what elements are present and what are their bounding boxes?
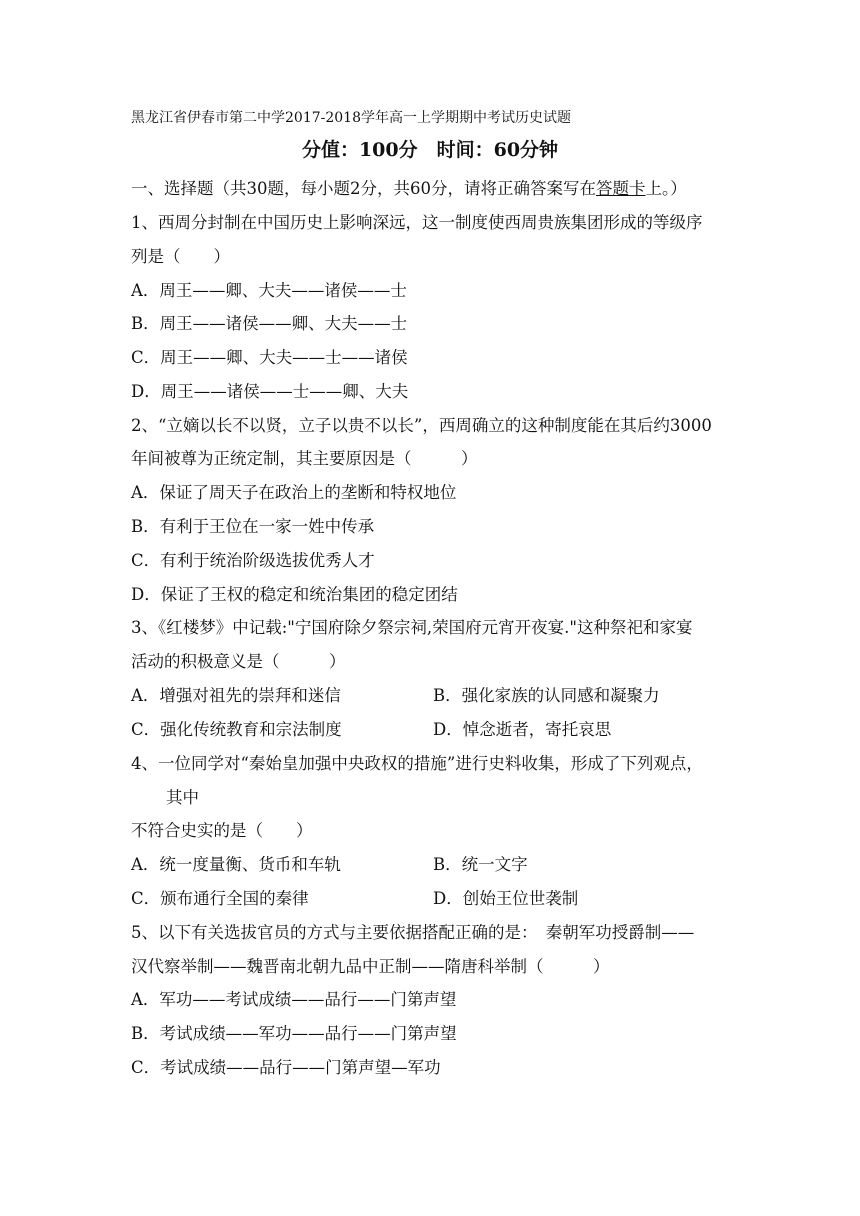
question-1-option-d: D．周王——诸侯——士——卿、大夫 <box>131 382 409 401</box>
question-3-stem-line-2: 活动的积极意义是（ ） <box>131 652 346 671</box>
question-4-stem-line-1: 4、一位同学对“秦始皇加强中央政权的措施”进行史料收集，形成了下列观点， <box>131 754 703 773</box>
question-2-option-a: A．保证了周天子在政治上的垄断和特权地位 <box>131 483 457 502</box>
question-3-option-d: D．悼念逝者，寄托哀思 <box>433 720 612 739</box>
question-1-option-c: C．周王——卿、大夫——士——诸侯 <box>131 348 408 367</box>
question-2-option-b: B．有利于王位在一家一姓中传承 <box>131 517 375 536</box>
question-2-stem-line-1: 2、“立嫡以长不以贤，立子以贵不以长”，西周确立的这种制度能在其后约3000 <box>131 416 712 435</box>
question-4-option-c: C．颁布通行全国的秦律 <box>131 889 309 908</box>
question-5-option-a: A．军功——考试成绩——品行——门第声望 <box>131 990 457 1009</box>
question-3-option-a: A．增强对祖先的崇拜和迷信 <box>131 686 341 705</box>
question-3-option-c: C．强化传统教育和宗法制度 <box>131 720 342 739</box>
answer-card-text: 答题卡 <box>596 179 646 198</box>
question-1-option-b: B．周王——诸侯——卿、大夫——士 <box>131 314 408 333</box>
question-4-option-b: B．统一文字 <box>433 855 528 874</box>
score-time-line: 分值：100分 时间：60分钟 <box>301 139 559 161</box>
question-4-stem-line-2: 其中 <box>166 788 199 807</box>
question-4-stem-line-3: 不符合史实的是（ ） <box>131 821 313 840</box>
exam-title: 黑龙江省伊春市第二中学2017-2018学年高一上学期期中考试历史试题 <box>131 110 571 126</box>
question-3-stem-line-1: 3、《红楼梦》中记载:"宁国府除夕祭宗祠,荣国府元宵开夜宴."这种祭祀和家宴 <box>131 618 693 637</box>
question-4-option-a: A．统一度量衡、货币和车轨 <box>131 855 341 874</box>
question-2-option-d: D．保证了王权的稳定和统治集团的稳定团结 <box>131 585 458 604</box>
question-1-stem-line-2: 列是（ ） <box>131 247 230 266</box>
question-2-stem-line-2: 年间被尊为正统定制，其主要原因是（ ） <box>131 449 478 468</box>
section-heading: 一、选择题（共30题，每小题2分，共60分，请将正确答案写在答题卡上。） <box>131 179 687 198</box>
question-2-option-c: C．有利于统治阶级选拔优秀人才 <box>131 551 375 570</box>
question-5-stem-line-2: 汉代察举制——魏晋南北朝九品中正制——隋唐科举制（ ） <box>131 957 610 976</box>
question-1-option-a: A．周王——卿、大夫——诸侯——士 <box>131 281 407 300</box>
question-5-stem-line-1: 5、以下有关选拔官员的方式与主要依据搭配正确的是： 秦朝军功授爵制—— <box>131 923 695 942</box>
question-4-option-d: D．创始王位世袭制 <box>433 889 579 908</box>
question-5-option-c: C．考试成绩——品行——门第声望—军功 <box>131 1058 441 1077</box>
question-1-stem-line-1: 1、西周分封制在中国历史上影响深远，这一制度使西周贵族集团形成的等级序 <box>131 213 703 232</box>
question-5-option-b: B．考试成绩——军功——品行——门第声望 <box>131 1024 457 1043</box>
question-3-option-b: B．强化家族的认同感和凝聚力 <box>433 686 660 705</box>
